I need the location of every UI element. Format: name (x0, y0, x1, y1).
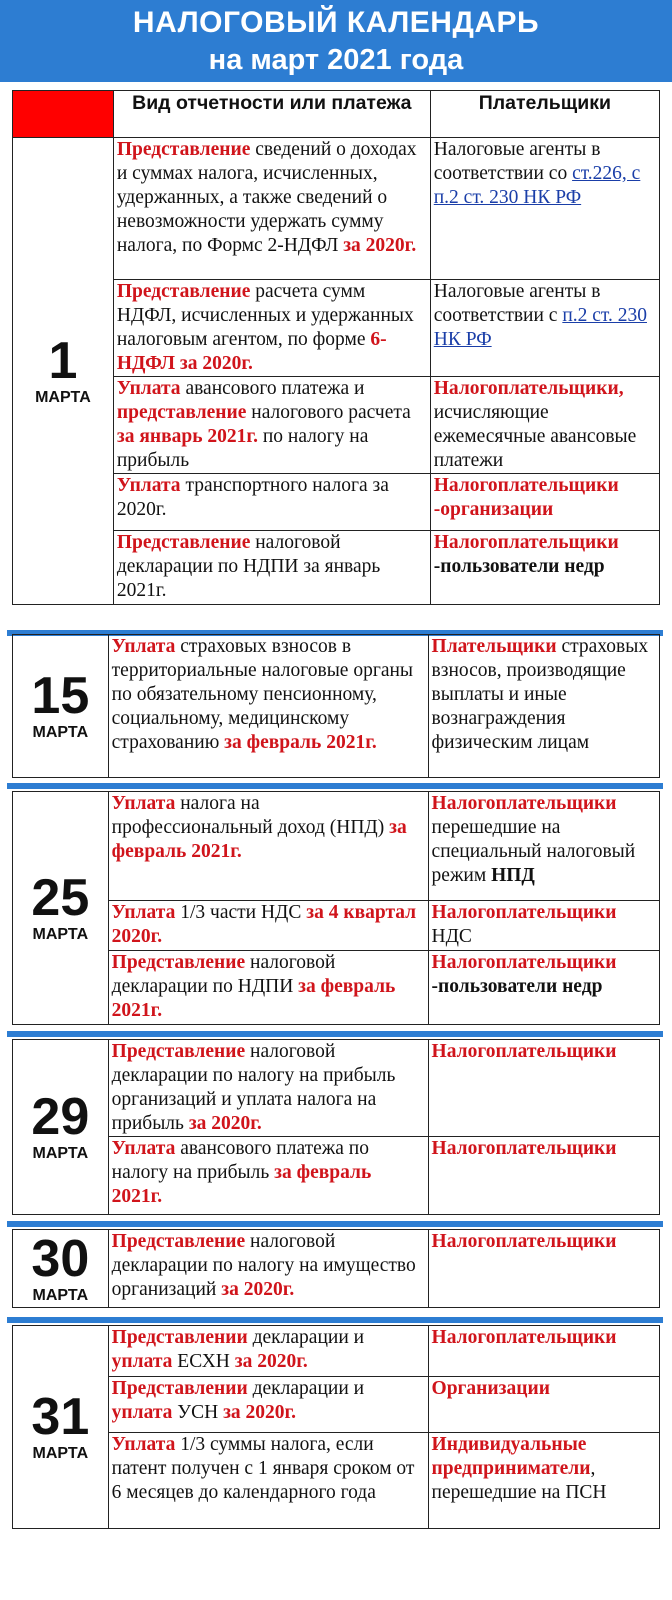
text-segment: Представлении (111, 1327, 248, 1348)
report-description (113, 377, 430, 474)
payers-cell (428, 1377, 659, 1433)
day-number: 15 (31, 667, 90, 725)
text-segment: Представление (111, 1041, 246, 1062)
text-segment: Уплата (111, 902, 176, 923)
text-segment: уплата (111, 1351, 173, 1372)
table-row (13, 1230, 660, 1308)
text-segment: Представление (111, 1231, 246, 1252)
text-segment: Налогоплательщики (431, 793, 617, 814)
law-reference-link[interactable]: ст.226, с п.2 ст. 230 НК РФ (433, 163, 641, 208)
day-number: 25 (31, 869, 90, 927)
column-header-row (13, 91, 660, 138)
text-segment: Уплата (111, 1138, 176, 1159)
text-segment: Налогоплательщики (431, 902, 617, 923)
report-description (113, 474, 430, 531)
text-segment: за январь 2021г. (116, 426, 258, 447)
text-segment: 1/3 суммы налога, если патент получен с 1 января сроком от 6 месяцев до календарного года (111, 1434, 415, 1503)
report-description (108, 1433, 428, 1529)
text-segment: страховых взносов, производящие выплаты и иные вознаграждения физическим лицам (431, 636, 649, 753)
text-segment: Плательщики (431, 636, 557, 657)
text-segment: -пользователи недр (433, 556, 605, 577)
text-segment: Организации (431, 1378, 550, 1399)
table-row (13, 1326, 660, 1377)
report-description (108, 951, 428, 1025)
date-cell (13, 1040, 109, 1215)
column-header-type: Вид отчетности или платежа (113, 91, 430, 138)
day-group-25 (12, 791, 660, 1025)
payers-cell (428, 1230, 659, 1308)
day-group-29 (12, 1039, 660, 1215)
text-segment: страховых взносов в территориальные налоговые органы по обязательному пенсионному, социальному, медицинскому страхованию (111, 636, 414, 753)
payers-cell (428, 951, 659, 1025)
header-subtitle: на март 2021 года (208, 44, 464, 76)
date-cell (13, 635, 109, 778)
text-segment: за 2020г. (223, 1402, 297, 1423)
text-segment: Налоговые агенты в соответствии с (433, 281, 601, 326)
payers-cell (428, 1040, 659, 1137)
text-segment: налогового расчета (246, 402, 411, 423)
text-segment: за 2020г. (234, 1351, 308, 1372)
payers-cell (430, 280, 659, 377)
report-description (113, 138, 430, 280)
text-segment: уплата (111, 1402, 173, 1423)
text-segment: транспортного налога за 2020г. (116, 475, 389, 520)
text-segment: налоговой декларации по НДПИ за январь 2021г. (116, 532, 381, 601)
table-row (13, 792, 660, 901)
header-red-cell (13, 91, 114, 138)
report-description (108, 1040, 428, 1137)
text-segment: Налогоплательщики (431, 952, 617, 973)
text-segment: Налогоплательщики (431, 1231, 617, 1252)
month-label: МАРТА (32, 1445, 89, 1462)
group-separator (7, 1031, 663, 1037)
text-segment: авансового платежа и (180, 378, 365, 399)
text-segment: декларации и (247, 1327, 365, 1348)
text-segment: сведений о доходах и суммах налога, исчисленных, удержанных, а также сведений о невозможности удержать сумму налога, по Формс 2-НДФЛ (116, 139, 417, 256)
text-segment: за 2020г. (188, 1113, 262, 1134)
payers-cell (430, 474, 659, 531)
date-cell (13, 792, 109, 1025)
payers-cell (428, 1433, 659, 1529)
text-segment: за 4 квартал 2020г. (111, 902, 417, 947)
report-description (113, 280, 430, 377)
report-description (108, 1326, 428, 1377)
text-segment: Представление (116, 532, 251, 553)
report-description (113, 531, 430, 605)
payers-cell (428, 1326, 659, 1377)
table-row (13, 951, 660, 1025)
text-segment: Налогоплательщики, (433, 378, 624, 399)
text-segment: декларации и (247, 1378, 365, 1399)
month-label: МАРТА (32, 1286, 89, 1304)
table-row (13, 1433, 660, 1529)
calendar-header (0, 0, 672, 82)
report-description (108, 901, 428, 951)
payers-cell (430, 531, 659, 605)
text-segment: исчисляющие ежемесячные авансовые платежи (433, 402, 637, 471)
payers-cell (430, 377, 659, 474)
text-segment: Налогоплательщики (431, 1041, 617, 1062)
table-row (13, 901, 660, 951)
text-segment: налога на профессиональный доход (НПД) (111, 793, 390, 838)
text-segment: Налогоплательщики (433, 532, 619, 553)
month-label: МАРТА (32, 724, 89, 741)
payers-cell (428, 792, 659, 901)
text-segment: УСН (172, 1402, 224, 1423)
text-segment: представление (116, 402, 247, 423)
group-separator (7, 1317, 663, 1323)
day-number: 29 (31, 1088, 90, 1146)
day-group-30 (12, 1229, 660, 1308)
text-segment: Уплата (111, 793, 176, 814)
text-segment: , перешедшие на ПСН (431, 1458, 607, 1503)
text-segment: Налогоплательщики -организации (433, 475, 619, 520)
text-segment: НПД (491, 865, 535, 886)
table-row (13, 1377, 660, 1433)
text-segment: за февраль 2021г. (111, 976, 396, 1021)
text-segment: НДС (431, 926, 472, 947)
text-segment: 1/3 части НДС (175, 902, 307, 923)
day-group-31 (12, 1325, 660, 1529)
table-row (13, 138, 660, 280)
text-segment: за февраль 2021г. (111, 1162, 372, 1207)
text-segment: за февраль 2021г. (111, 817, 407, 862)
group-separator (7, 1221, 663, 1227)
text-segment: Налогоплательщики (431, 1327, 617, 1348)
text-segment: перешедшие на специальный налоговый режим (431, 817, 636, 886)
day-number: 1 (48, 332, 78, 390)
date-cell (13, 1230, 109, 1308)
text-segment: Представление (116, 281, 251, 302)
text-segment: -пользователи недр (431, 976, 603, 997)
text-segment: налоговой декларации по налогу на прибыль организаций и уплата налога на прибыль (111, 1041, 396, 1134)
text-segment: Представление (116, 139, 251, 160)
text-segment: Представлении (111, 1378, 248, 1399)
day-group-1 (12, 90, 660, 605)
text-segment: Уплата (116, 475, 181, 496)
text-segment: налоговой декларации по налогу на имущество организаций (111, 1231, 416, 1300)
text-segment: Уплата (111, 1434, 176, 1455)
report-description (108, 792, 428, 901)
text-segment: Налогоплательщики (431, 1138, 617, 1159)
report-description (108, 1377, 428, 1433)
table-row (13, 635, 660, 778)
month-label: МАРТА (32, 926, 89, 943)
month-label: МАРТА (32, 1145, 89, 1162)
text-segment: авансового платежа по налогу на прибыль (111, 1138, 369, 1183)
report-description (108, 635, 428, 778)
header-title: НАЛОГОВЫЙ КАЛЕНДАРЬ (132, 6, 540, 39)
text-segment: по налогу на прибыль (116, 426, 369, 471)
text-segment: ЕСХН (172, 1351, 235, 1372)
date-cell (13, 138, 114, 605)
text-segment: Индивидуальные предприниматели (431, 1434, 591, 1479)
day-number: 31 (31, 1388, 90, 1446)
law-reference-link[interactable]: п.2 ст. 230 НК РФ (433, 305, 647, 350)
payers-cell (428, 635, 659, 778)
text-segment: налоговой декларации по НДПИ (111, 952, 336, 997)
payers-cell (430, 138, 659, 280)
month-label: МАРТА (35, 389, 91, 406)
report-description (108, 1137, 428, 1215)
report-description (108, 1230, 428, 1308)
text-segment: за февраль 2021г. (224, 732, 377, 753)
column-header-payers: Плательщики (430, 91, 659, 138)
text-segment: 6-НДФЛ за 2020г. (116, 329, 387, 374)
text-segment: расчета сумм НДФЛ, исчисленных и удержанных налоговым агентом, по форме (116, 281, 414, 350)
table-row (13, 1040, 660, 1137)
text-segment: Представление (111, 952, 246, 973)
payers-cell (428, 1137, 659, 1215)
group-separator (7, 783, 663, 789)
text-segment: за 2020г. (343, 235, 417, 256)
date-cell (13, 1326, 109, 1529)
text-segment: Уплата (116, 378, 181, 399)
table-row (13, 1137, 660, 1215)
day-group-15 (12, 634, 660, 778)
text-segment: за 2020г. (221, 1279, 295, 1300)
text-segment: Налоговые агенты в соответствии со (433, 139, 601, 184)
day-number: 30 (31, 1229, 90, 1288)
text-segment: Уплата (111, 636, 176, 657)
payers-cell (428, 901, 659, 951)
